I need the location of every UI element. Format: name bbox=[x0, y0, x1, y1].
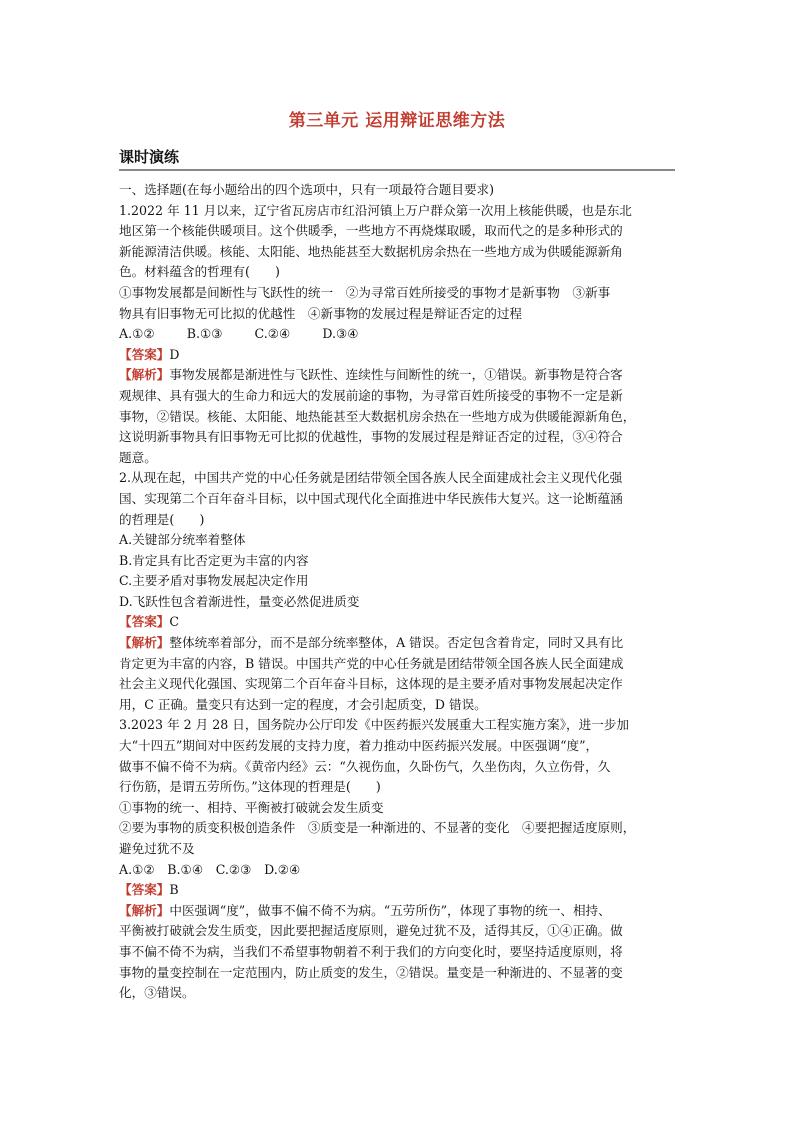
q3-stem-line: 大“十四五”期间对中医药发展的支持力度，着力推动中医药振兴发展。中医强调“度”， bbox=[119, 738, 599, 754]
q3-analysis-line: 平衡被打破就会发生质变，因此要把握适度原则，避免过犹不及，适得其反，①④正确。做 bbox=[119, 923, 623, 939]
answer-tag: 【答案】 bbox=[119, 614, 170, 630]
q1-analysis-line: 题意。 bbox=[119, 449, 157, 465]
q3-analysis-line: 事物的量变控制在一定范围内，防止质变的发生，②错误。量变是一种渐进的、不显著的变 bbox=[119, 964, 623, 980]
q3-stem-line: 行伤筋，是谓五劳所伤。”这体现的哲理是( ) bbox=[119, 779, 381, 795]
q3-statement-line: ②要为事物的质变积极创造条件 ③质变是一种渐进的、不显著的变化 ④要把握适度原则， bbox=[119, 820, 636, 836]
question-content bbox=[119, 180, 679, 1004]
heading-divider bbox=[119, 169, 675, 171]
q3-analysis-line: 中医强调“度”，做事不偏不倚不为病。“五劳所伤”，体现了事物的统一、相持、 bbox=[169, 902, 611, 918]
q2-stem-line: 的哲理是( ) bbox=[119, 511, 205, 527]
analysis-tag: 【解析】 bbox=[119, 367, 170, 383]
q1-statement-line: 物具有旧事物无可比拟的优越性 ④新事物的发展过程是辩证否定的过程 bbox=[119, 305, 522, 321]
q2-answer bbox=[119, 612, 679, 633]
q2-choice-c: C.主要矛盾对事物发展起决定作用 bbox=[119, 573, 309, 589]
q1-stem-line: 1.2022 年 11 月以来，辽宁省瓦房店市红沿河镇上万户群众第一次用上核能供暖，也是东北 bbox=[119, 202, 632, 218]
q3-statement-line: 避免过犹不及 bbox=[119, 841, 195, 856]
q3-analysis-line: 化，③错误。 bbox=[119, 985, 195, 1001]
q1-options bbox=[119, 324, 679, 345]
page-title: 第三单元 运用辩证思维方法 bbox=[288, 111, 506, 131]
q3-statement-line: ①事物的统一、相持、平衡被打破就会发生质变 bbox=[119, 799, 384, 815]
q2-choice-d: D.飞跃性包含着渐进性，量变必然促进质变 bbox=[119, 593, 360, 609]
q3-options: A.①② B.①④ C.②③ D.②④ bbox=[119, 861, 301, 877]
answer-tag: 【答案】 bbox=[119, 882, 170, 898]
q3-stem-line: 做事不偏不倚不为病。《黄帝内经》云：“久视伤血，久卧伤气，久坐伤肉，久立伤骨，久 bbox=[119, 758, 611, 774]
q1-analysis bbox=[119, 365, 679, 386]
q1-statement-line: ①事物发展都是间断性与飞跃性的统一 ②为寻常百姓所接受的事物才是新事物 ③新事 bbox=[119, 284, 611, 300]
q3-answer-value: B bbox=[169, 882, 179, 898]
q2-choice-a: A.关键部分统率着整体 bbox=[119, 532, 246, 548]
q1-stem-line: 新能源清洁供暖。核能、太阳能、地热能甚至大数据机房余热在一些地方成为供暖能源新角 bbox=[119, 243, 623, 259]
q2-analysis-line: 用，C 正确。量变只有达到一定的程度，才会引起质变，D 错误。 bbox=[119, 696, 487, 712]
analysis-tag: 【解析】 bbox=[119, 902, 170, 918]
q3-analysis-line: 事不偏不倚不为病，当我们不希望事物朝着不利于我们的方向变化时，要坚持适度原则，将 bbox=[119, 943, 623, 959]
q2-analysis-line: 整体统率着部分，而不是部分统率整体，A 错误。否定包含着肯定，同时又具有比 bbox=[169, 635, 624, 651]
q1-analysis-line: 事物发展都是渐进性与飞跃性、连续性与间断性的统一，①错误。新事物是符合客 bbox=[169, 367, 623, 383]
q2-analysis-line: 肯定更为丰富的内容，B 错误。中国共产党的中心任务就是团结带领全国各族人民全面建成 bbox=[119, 655, 624, 671]
q1-option-c: C.②④ bbox=[254, 326, 291, 342]
q1-option-d: D.③④ bbox=[322, 326, 359, 342]
q3-answer bbox=[119, 880, 679, 901]
answer-tag: 【答案】 bbox=[119, 346, 170, 362]
q1-analysis-line: 观规律、具有强大的生命力和远大的发展前途的事物，为寻常百姓所接受的事物不一定是新 bbox=[119, 387, 623, 403]
analysis-tag: 【解析】 bbox=[119, 635, 170, 651]
instruction-text: 一、选择题(在每小题给出的四个选项中，只有一项最符合题目要求) bbox=[119, 182, 495, 197]
q3-analysis bbox=[119, 901, 679, 922]
q2-choice-b: B.肯定具有比否定更为丰富的内容 bbox=[119, 552, 309, 568]
q2-stem-line: 国、实现第二个百年奋斗目标，以中国式现代化全面推进中华民族伟大复兴。这一论断蕴涵 bbox=[119, 490, 623, 506]
q1-stem-line: 色。材料蕴含的哲理有( ) bbox=[119, 264, 280, 280]
q1-option-a: A.①② bbox=[119, 326, 155, 342]
q1-analysis-line: 这说明新事物具有旧事物无可比拟的优越性，事物的发展过程是辩证否定的过程，③④符合 bbox=[119, 429, 623, 445]
q1-answer bbox=[119, 345, 679, 366]
q1-answer-value: D bbox=[169, 346, 180, 362]
q2-analysis bbox=[119, 633, 679, 654]
q2-answer-value: C bbox=[169, 614, 180, 630]
q2-stem-line: 2.从现在起，中国共产党的中心任务就是团结带领全国各族人民全面建成社会主义现代化强 bbox=[119, 470, 623, 486]
q1-analysis-line: 事物，②错误。核能、太阳能、地热能甚至大数据机房余热在一些地方成为供暖能源新角色， bbox=[119, 408, 636, 424]
q3-stem-line: 3.2023 年 2 月 28 日，国务院办公厅印发《中医药振兴发展重大工程实施方案》，进一步加 bbox=[119, 717, 630, 733]
q1-stem-line: 地区第一个核能供暖项目。这个供暖季，一些地方不再烧煤取暖，取而代之的是多种形式的 bbox=[119, 223, 623, 239]
section-heading: 课时演练 bbox=[119, 148, 180, 166]
q1-option-b: B.①③ bbox=[186, 326, 223, 342]
q2-analysis-line: 社会主义现代化强国、实现第二个百年奋斗目标，这体现的是主要矛盾对事物发展起决定作 bbox=[119, 676, 623, 692]
